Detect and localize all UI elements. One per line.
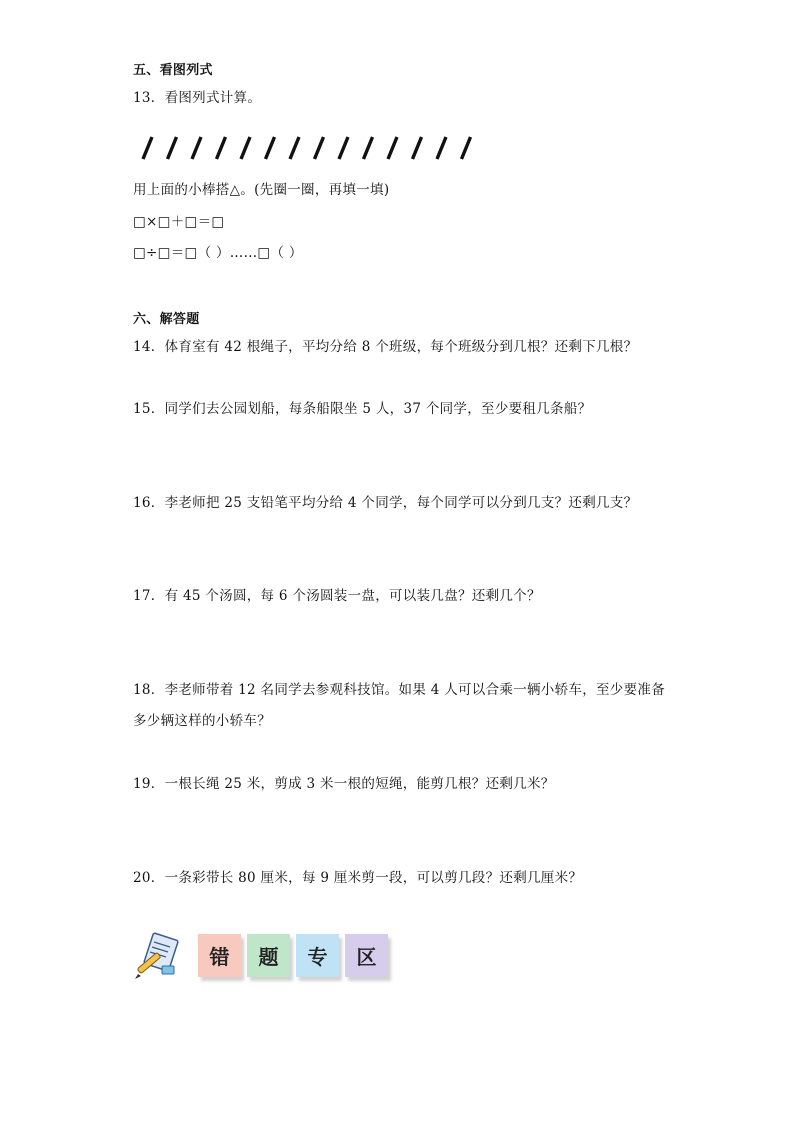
- stick: [143, 137, 152, 159]
- question-15: 15．同学们去公园划船，每条船限坐 5 人，37 个同学，至少要租几条船？: [133, 401, 592, 417]
- stick: [413, 137, 422, 159]
- stick: [339, 137, 348, 159]
- stick: [437, 137, 446, 159]
- question-19: 19．一根长绳 25 米，剪成 3 米一根的短绳，能剪几根？还剩几米？: [133, 776, 555, 792]
- stick: [388, 137, 397, 159]
- formula-division: □÷□＝□（ ）……□（ ）: [133, 245, 303, 261]
- question-20: 20．一条彩带长 80 厘米，每 9 厘米剪一段，可以剪几段？还剩几厘米？: [133, 870, 583, 886]
- question-18-line2: 多少辆这样的小轿车？: [133, 713, 271, 729]
- formula-multiplication: □×□＋□＝□: [133, 214, 225, 230]
- error-zone-banner: [132, 930, 402, 982]
- badge-char-3: 专: [296, 934, 339, 977]
- badge-char-2: 题: [247, 934, 290, 977]
- badge-char-4: 区: [345, 934, 388, 977]
- section5-heading: 五、看图列式: [133, 63, 213, 78]
- question-17: 17．有 45 个汤圆，每 6 个汤圆装一盘，可以装几盘？还剩几个？: [133, 588, 541, 604]
- stick: [168, 137, 177, 159]
- stick: [241, 137, 250, 159]
- stick: [290, 137, 299, 159]
- stick: [266, 137, 275, 159]
- question-13-instruction: 用上面的小棒搭△。(先圈一圈，再填一填): [133, 182, 390, 198]
- badge-char-1: 错: [198, 934, 241, 977]
- notebook-pencil-icon: [132, 930, 182, 980]
- section6-heading: 六、解答题: [133, 312, 200, 327]
- sticks-illustration: [138, 133, 483, 163]
- stick: [217, 137, 226, 159]
- stick: [364, 137, 373, 159]
- question-14: 14．体育室有 42 根绳子，平均分给 8 个班级，每个班级分到几根？还剩下几根？: [133, 339, 638, 355]
- stick: [192, 137, 201, 159]
- stick: [462, 137, 471, 159]
- stick: [315, 137, 324, 159]
- question-13-title: 13．看图列式计算。: [133, 90, 262, 106]
- question-18-line1: 18．李老师带着 12 名同学去参观科技馆。如果 4 人可以合乘一辆小轿车，至少要准备: [133, 682, 666, 698]
- question-16: 16．李老师把 25 支铅笔平均分给 4 个同学，每个同学可以分到几支？还剩几支？: [133, 495, 638, 511]
- sticks-svg: [138, 133, 483, 163]
